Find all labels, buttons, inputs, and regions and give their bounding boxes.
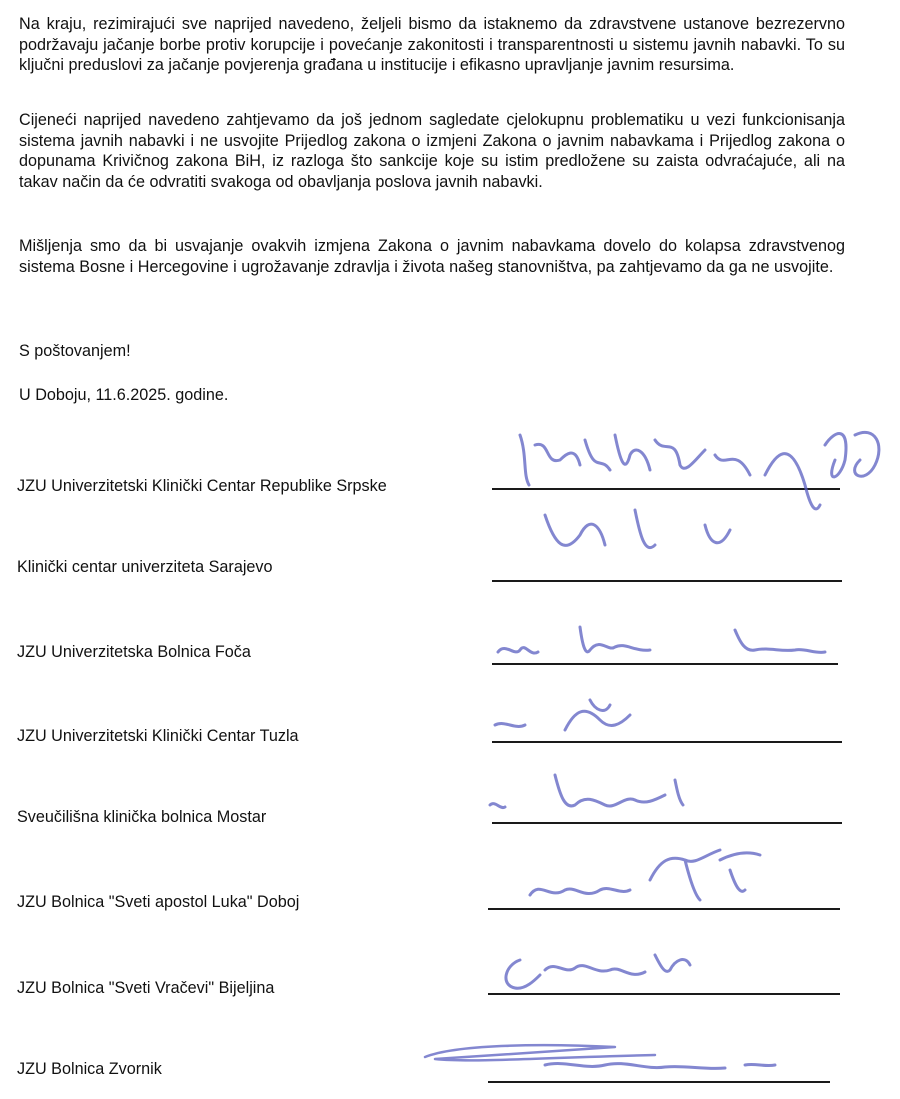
signature-ukc-tuzla <box>490 690 690 750</box>
institution-skb-mostar: Sveučilišna klinička bolnica Mostar <box>17 808 267 826</box>
closing-salutation: S poštovanjem! <box>19 342 131 360</box>
institution-kcus-sarajevo: Klinički centar univerziteta Sarajevo <box>17 558 273 576</box>
signature-bolnica-bijeljina <box>495 930 715 1000</box>
signature-bolnica-zvornik <box>415 1035 795 1085</box>
institution-bolnica-bijeljina: JZU Bolnica "Sveti Vračevi" Bijeljina <box>17 979 275 997</box>
signature-ukc-rs <box>505 415 895 580</box>
institution-bolnica-doboj: JZU Bolnica "Sveti apostol Luka" Doboj <box>17 893 300 911</box>
institution-bolnica-zvornik: JZU Bolnica Zvornik <box>17 1060 162 1078</box>
signature-skb-mostar <box>485 765 705 825</box>
paragraph-opinion: Mišljenja smo da bi usvajanje ovakvih izmjena Zakona o javnim nabavkama dovelo do kolapsa zdravstvenog sistema Bosne i Hercegovine i ugrožavanje zdravlja i života našeg stanovništva, pa zahtjevamo da ga ne usvojite. <box>19 237 845 276</box>
paragraph-summary: Na kraju, rezimirajući sve naprijed navedeno, željeli bismo da istaknemo da zdravstvene ustanove bezrezervno podržavaju jačanje borbe protiv korupcije i povećanje zakonitosti i transparentnosti u sistemu javnih nabavki. To su ključni preduslovi za jačanje povjerenja građana u institucije i efikasno upravljanje javnim resursima. <box>19 15 845 74</box>
signature-bolnica-doboj <box>520 840 800 920</box>
signature-ub-foca <box>490 612 840 672</box>
place-and-date: U Doboju, 11.6.2025. godine. <box>19 386 229 404</box>
signature-line <box>492 580 842 582</box>
institution-ub-foca: JZU Univerzitetska Bolnica Foča <box>17 643 251 661</box>
institution-ukc-rs: JZU Univerzitetski Klinički Centar Republike Srpske <box>17 477 387 495</box>
paragraph-request: Cijeneći naprijed navedeno zahtjevamo da još jednom sagledate cjelokupnu problematiku u vezi funkcionisanja sistema javnih nabavki i ne usvojite Prijedlog zakona o izmjeni Zakona o javnim nabavkama i Prijedlog zakona o dopunama Krivičnog zakona BiH, iz razloga što sankcije koje su istim predložene su zaista odvraćajuće, ali na takav način da će odvratiti svakoga od obavljanja poslova javnih nabavki. <box>19 111 845 191</box>
institution-ukc-tuzla: JZU Univerzitetski Klinički Centar Tuzla <box>17 727 299 745</box>
